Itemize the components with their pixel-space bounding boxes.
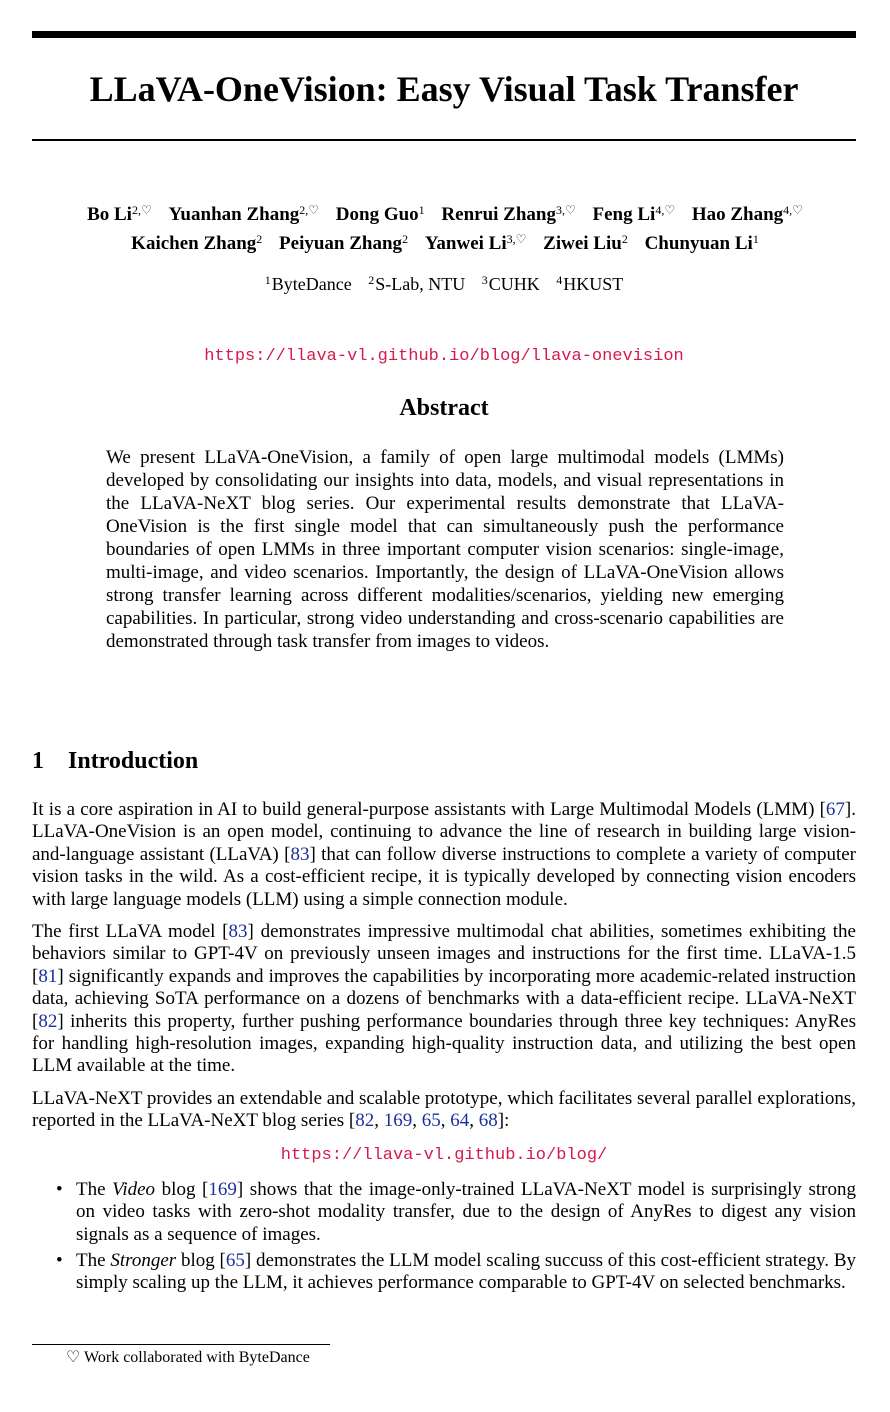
citation-link[interactable]: 169 <box>208 1178 237 1200</box>
citation-link[interactable]: 64 <box>450 1110 470 1132</box>
author-name <box>593 204 676 225</box>
affiliation <box>482 274 540 294</box>
blog-url-line <box>32 1143 856 1167</box>
paper-title: LLaVA-OneVision: Easy Visual Task Transfer <box>89 69 799 109</box>
text-run: ] shows that the image-only-trained LLaVA-NeXT model is surprisingly strong on video tasks with zero-shot modality transfer, due to the design of AnyRes to digest any vision signals as a sequence of images. <box>76 1178 856 1245</box>
author-affil-mark: 2 <box>256 232 263 246</box>
text-run: ] inherits this property, further pushing performance boundaries through three key techniques: AnyRes for handling high-resolution images, expanding high-quality instruction data, and utilizing the best open LLM available at the time. <box>32 1010 856 1077</box>
citation-link[interactable]: 82 <box>355 1110 375 1132</box>
body-paragraph <box>32 921 856 1078</box>
author-text: Bo Li <box>87 204 132 225</box>
citation-link[interactable]: 65 <box>225 1249 245 1271</box>
affiliation-mark: 3 <box>481 273 488 287</box>
text-run: The <box>76 1178 113 1200</box>
author-affil-mark: 2 <box>402 232 409 246</box>
affiliation <box>265 274 352 294</box>
author-text: Dong Guo <box>335 204 419 225</box>
text-run: The <box>76 1249 111 1271</box>
author-text: Ziwei Liu <box>543 233 622 254</box>
project-url-line <box>32 344 856 368</box>
affiliation-name: HKUST <box>563 274 624 294</box>
body-paragraph <box>32 1088 856 1133</box>
author-list <box>20 198 870 256</box>
abstract-text: We present LLaVA-OneVision, a family of open large multimodal models (LMMs) developed by consolidating our insights into data, models, and visual representations in the LLaVA-NeXT blog series. Our experimental results demonstrate that LLaVA-OneVision is the first single model that can simultaneously push the performance boundaries of open LMMs in three important computer vision scenarios: single-image, multi-image, and video scenarios. Importantly, the design of LLaVA-OneVision allows strong transfer learning across different modalities/scenarios, yielding new emerging capabilities. In particular, strong video understanding and cross-scenario capabilities are demonstrated through task transfer from images to videos. <box>106 447 784 652</box>
author-affil-mark: 2,♡ <box>299 203 320 217</box>
author-text: Chunyuan Li <box>644 233 753 254</box>
text-run: ] that can follow diverse instructions to complete a variety of computer vision tasks in the wild. As a cost-efficient recipe, it is typically developed by connecting vision encoders with large language models (LLM) using a simple connection module. <box>32 843 857 910</box>
text-run: ]: <box>497 1110 510 1132</box>
title-rule <box>32 139 856 141</box>
bullet-item <box>32 1179 856 1246</box>
author-text: Kaichen Zhang <box>131 233 257 254</box>
bullet-list <box>32 1179 856 1295</box>
text-run: ]. LLaVA-OneVision is an open model, continuing to advance the line of research in building large vision-and-language assistant (LLaVA) [ <box>32 799 856 865</box>
affiliation-name: CUHK <box>488 274 540 294</box>
author-affil-mark: 2,♡ <box>131 203 152 217</box>
project-link[interactable]: https://llava-vl.github.io/blog/llava-onevision <box>204 347 684 366</box>
author-text: Feng Li <box>592 204 656 225</box>
text-run: , <box>469 1110 479 1132</box>
author-text: Peiyuan Zhang <box>279 233 403 254</box>
bullet-item <box>32 1250 856 1295</box>
citation-link[interactable]: 169 <box>383 1110 413 1132</box>
footnote-rule <box>32 1344 330 1345</box>
blog-link[interactable]: https://llava-vl.github.io/blog/ <box>280 1145 608 1165</box>
citation-link[interactable]: 83 <box>290 843 310 865</box>
text-run: , <box>374 1110 384 1132</box>
text-run: LLaVA-NeXT provides an extendable and scalable prototype, which facilitates several parallel explorations, reported in the LLaVA-NeXT blog series [ <box>32 1087 856 1132</box>
abstract-heading: Abstract <box>399 395 489 421</box>
author-affil-mark: 2 <box>621 232 628 246</box>
affiliation-mark: 1 <box>264 273 271 287</box>
citation-link[interactable]: 82 <box>38 1010 58 1032</box>
citation-link[interactable]: 81 <box>38 965 58 987</box>
author-name <box>336 204 425 225</box>
author-name <box>645 233 759 254</box>
emphasis-text: Video <box>112 1178 156 1200</box>
text-run: , <box>440 1110 451 1132</box>
emphasis-text: Stronger <box>110 1249 177 1271</box>
author-name <box>425 233 527 254</box>
citation-link[interactable]: 83 <box>228 921 248 943</box>
author-affil-mark: 3,♡ <box>506 232 527 246</box>
affiliation-name: S-Lab, NTU <box>375 274 466 294</box>
author-affil-mark: 4,♡ <box>783 203 803 217</box>
text-run: ] demonstrates impressive multimodal chat abilities, sometimes exhibiting the behaviors similar to GPT-4V on previously unseen images and instructions for the first time. LLaVA-1.5 [ <box>32 921 856 987</box>
paragraph-group <box>32 799 856 1133</box>
affiliation-mark: 2 <box>368 273 375 287</box>
author-name <box>168 204 319 225</box>
author-text: Yuanhan Zhang <box>168 204 300 225</box>
author-name <box>131 233 262 254</box>
affiliation <box>368 274 465 294</box>
affiliation <box>556 274 623 294</box>
author-text: Renrui Zhang <box>441 204 556 225</box>
text-run: The first LLaVA model [ <box>32 921 229 943</box>
section-heading <box>32 746 198 776</box>
citation-link[interactable]: 65 <box>421 1110 441 1132</box>
text-run: blog [ <box>155 1178 209 1200</box>
author-name <box>279 233 408 254</box>
author-text: Hao Zhang <box>691 204 784 225</box>
affiliation-mark: 4 <box>556 273 563 287</box>
text-run: blog [ <box>176 1249 226 1271</box>
author-affil-mark: 1 <box>418 203 425 217</box>
footnote: ♡ Work collaborated with ByteDance <box>66 1349 310 1366</box>
bullet-marker: • <box>56 1178 63 1200</box>
introduction-body <box>32 799 856 1299</box>
bullet-marker: • <box>56 1249 63 1271</box>
author-affil-mark: 4,♡ <box>655 203 676 217</box>
text-run: ] significantly expands and improves the capabilities by incorporating more academic-related instruction data, achieving SoTA performance on a dozens of benchmarks with a data-efficient recipe. LLaVA-NeXT [ <box>32 965 856 1032</box>
affiliation-name: ByteDance <box>271 274 352 294</box>
author-name <box>441 204 575 225</box>
author-name <box>543 233 628 254</box>
section-title: Introduction <box>68 748 199 774</box>
citation-link[interactable]: 67 <box>825 799 845 820</box>
section-number: 1 <box>32 748 44 774</box>
citation-link[interactable]: 68 <box>478 1110 498 1132</box>
affiliation-list <box>32 268 856 296</box>
author-name <box>692 204 803 225</box>
text-run: ] demonstrates the LLM model scaling succuss of this cost-efficient strategy. By simply scaling up the LLM, it achieves performance comparable to GPT-4V on selected benchmarks. <box>76 1249 857 1294</box>
top-rule <box>32 31 856 38</box>
author-name <box>87 204 152 225</box>
text-run: It is a core aspiration in AI to build general-purpose assistants with Large Multimodal Models (LMM) [ <box>32 799 826 820</box>
text-run: , <box>412 1110 422 1132</box>
author-text: Yanwei Li <box>424 233 507 254</box>
author-affil-mark: 3,♡ <box>555 203 576 217</box>
body-paragraph <box>32 799 856 911</box>
author-affil-mark: 1 <box>752 232 759 246</box>
